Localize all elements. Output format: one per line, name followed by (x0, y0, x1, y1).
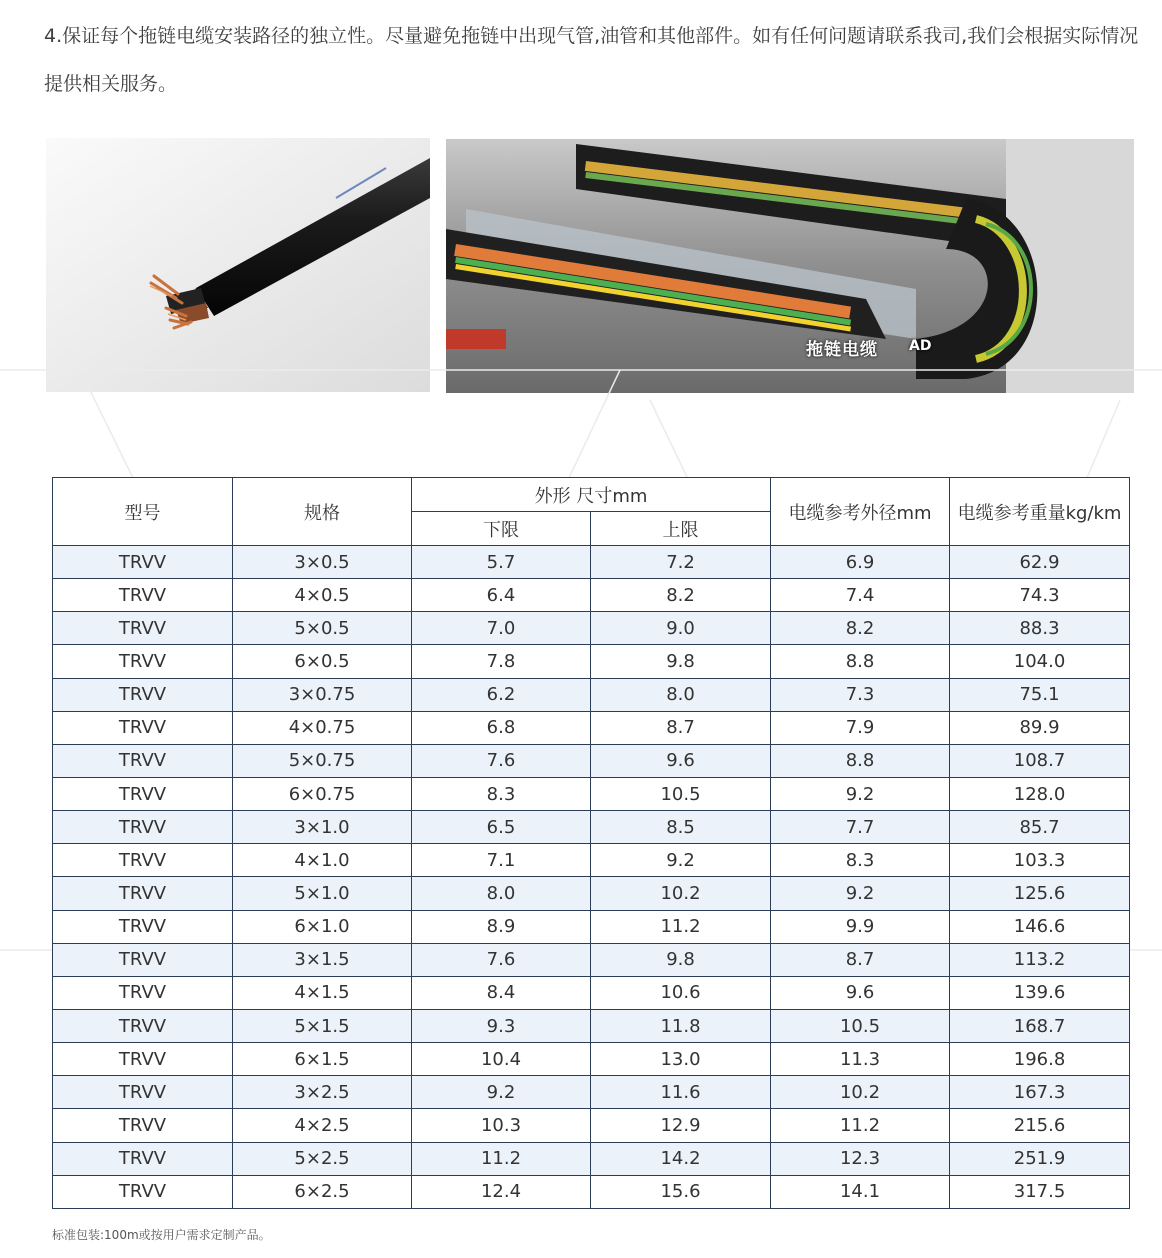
cell-weight: 104.0 (950, 645, 1130, 678)
table-row (53, 811, 1130, 844)
header-dimension: 外形 尺寸mm (412, 478, 771, 512)
cell-lower: 8.0 (412, 877, 591, 910)
cable-end-icon (46, 138, 430, 392)
cell-diameter: 9.9 (771, 910, 950, 943)
spec-table-body (53, 546, 1130, 1209)
cell-diameter: 6.9 (771, 546, 950, 579)
cell-diameter: 8.3 (771, 844, 950, 877)
cell-spec: 5×2.5 (233, 1142, 412, 1175)
table-row (53, 1109, 1130, 1142)
table-row (53, 744, 1130, 777)
table-row (53, 1076, 1130, 1109)
header-model: 型号 (53, 478, 233, 546)
header-upper: 上限 (591, 512, 771, 546)
cell-spec: 3×1.0 (233, 811, 412, 844)
cell-diameter: 9.2 (771, 777, 950, 810)
cell-diameter: 12.3 (771, 1142, 950, 1175)
intro-paragraph: 4.保证每个拖链电缆安装路径的独立性。尽量避免拖链中出现气管,油管和其他部件。如有任何问题请联系我司,我们会根据实际情况提供相关服务。 (44, 25, 1139, 95)
cell-lower: 5.7 (412, 546, 591, 579)
cell-lower: 10.4 (412, 1043, 591, 1076)
cell-model: TRVV (53, 612, 233, 645)
cell-spec: 3×2.5 (233, 1076, 412, 1109)
cell-lower: 6.5 (412, 811, 591, 844)
cell-weight: 89.9 (950, 711, 1130, 744)
table-row (53, 943, 1130, 976)
cell-model: TRVV (53, 678, 233, 711)
cell-lower: 7.0 (412, 612, 591, 645)
cell-model: TRVV (53, 645, 233, 678)
cell-lower: 6.4 (412, 579, 591, 612)
cell-spec: 6×2.5 (233, 1175, 412, 1208)
cell-model: TRVV (53, 711, 233, 744)
cell-upper: 13.0 (591, 1043, 771, 1076)
cell-diameter: 7.7 (771, 811, 950, 844)
cell-upper: 11.2 (591, 910, 771, 943)
cell-model: TRVV (53, 943, 233, 976)
drag-chain-icon (446, 139, 1134, 393)
table-row (53, 1043, 1130, 1076)
drag-chain-photo (446, 139, 1134, 393)
cell-spec: 4×1.5 (233, 976, 412, 1009)
cell-model: TRVV (53, 1142, 233, 1175)
cell-diameter: 7.9 (771, 711, 950, 744)
cell-model: TRVV (53, 877, 233, 910)
table-row (53, 910, 1130, 943)
packaging-footnote: 标准包装:100m或按用户需求定制产品。 (52, 1228, 271, 1242)
cell-weight: 317.5 (950, 1175, 1130, 1208)
cell-weight: 251.9 (950, 1142, 1130, 1175)
cell-model: TRVV (53, 1175, 233, 1208)
cell-model: TRVV (53, 1009, 233, 1042)
cell-spec: 6×0.5 (233, 645, 412, 678)
cell-weight: 62.9 (950, 546, 1130, 579)
spec-table (52, 477, 1130, 1209)
cell-model: TRVV (53, 811, 233, 844)
cell-model: TRVV (53, 744, 233, 777)
cell-spec: 5×1.0 (233, 877, 412, 910)
cell-model: TRVV (53, 546, 233, 579)
cell-upper: 9.2 (591, 844, 771, 877)
cell-model: TRVV (53, 1109, 233, 1142)
header-lower: 下限 (412, 512, 591, 546)
cell-model: TRVV (53, 910, 233, 943)
cell-upper: 7.2 (591, 546, 771, 579)
cell-spec: 6×1.0 (233, 910, 412, 943)
table-row (53, 976, 1130, 1009)
cell-upper: 8.0 (591, 678, 771, 711)
cell-lower: 9.3 (412, 1009, 591, 1042)
table-row (53, 678, 1130, 711)
cell-spec: 5×0.5 (233, 612, 412, 645)
table-row (53, 1142, 1130, 1175)
table-row (53, 1009, 1130, 1042)
cell-diameter: 8.2 (771, 612, 950, 645)
cell-spec: 6×0.75 (233, 777, 412, 810)
cell-spec: 4×0.75 (233, 711, 412, 744)
cell-model: TRVV (53, 976, 233, 1009)
cell-model: TRVV (53, 777, 233, 810)
cell-upper: 8.7 (591, 711, 771, 744)
cell-upper: 9.8 (591, 645, 771, 678)
cell-upper: 9.0 (591, 612, 771, 645)
cell-weight: 113.2 (950, 943, 1130, 976)
cell-spec: 4×1.0 (233, 844, 412, 877)
drag-chain-brand: AD (909, 338, 932, 354)
cell-weight: 103.3 (950, 844, 1130, 877)
cell-upper: 12.9 (591, 1109, 771, 1142)
table-row (53, 711, 1130, 744)
cell-upper: 11.6 (591, 1076, 771, 1109)
cell-lower: 10.3 (412, 1109, 591, 1142)
cell-weight: 215.6 (950, 1109, 1130, 1142)
cell-diameter: 8.8 (771, 744, 950, 777)
cell-diameter: 8.8 (771, 645, 950, 678)
cell-spec: 4×2.5 (233, 1109, 412, 1142)
cell-diameter: 9.6 (771, 976, 950, 1009)
cell-weight: 108.7 (950, 744, 1130, 777)
table-row (53, 777, 1130, 810)
cell-diameter: 7.4 (771, 579, 950, 612)
cell-diameter: 14.1 (771, 1175, 950, 1208)
cell-weight: 128.0 (950, 777, 1130, 810)
cell-upper: 8.5 (591, 811, 771, 844)
cell-spec: 3×0.75 (233, 678, 412, 711)
table-row (53, 579, 1130, 612)
header-weight: 电缆参考重量kg/km (950, 478, 1130, 546)
cell-upper: 9.6 (591, 744, 771, 777)
cell-lower: 11.2 (412, 1142, 591, 1175)
cell-upper: 14.2 (591, 1142, 771, 1175)
cell-lower: 8.4 (412, 976, 591, 1009)
cell-model: TRVV (53, 1043, 233, 1076)
cell-weight: 85.7 (950, 811, 1130, 844)
cell-upper: 10.2 (591, 877, 771, 910)
cell-spec: 4×0.5 (233, 579, 412, 612)
cell-weight: 146.6 (950, 910, 1130, 943)
cell-lower: 9.2 (412, 1076, 591, 1109)
cell-spec: 3×1.5 (233, 943, 412, 976)
cable-photo (46, 138, 430, 392)
cell-upper: 10.6 (591, 976, 771, 1009)
cell-spec: 3×0.5 (233, 546, 412, 579)
cell-lower: 8.3 (412, 777, 591, 810)
cell-lower: 6.2 (412, 678, 591, 711)
header-diameter: 电缆参考外径mm (771, 478, 950, 546)
cell-weight: 139.6 (950, 976, 1130, 1009)
cell-lower: 7.6 (412, 744, 591, 777)
cell-weight: 125.6 (950, 877, 1130, 910)
cell-weight: 74.3 (950, 579, 1130, 612)
cell-diameter: 7.3 (771, 678, 950, 711)
cell-weight: 168.7 (950, 1009, 1130, 1042)
cell-upper: 9.8 (591, 943, 771, 976)
cell-model: TRVV (53, 1076, 233, 1109)
table-row (53, 844, 1130, 877)
cell-spec: 5×1.5 (233, 1009, 412, 1042)
cell-upper: 8.2 (591, 579, 771, 612)
cell-lower: 7.8 (412, 645, 591, 678)
cell-model: TRVV (53, 844, 233, 877)
cell-diameter: 8.7 (771, 943, 950, 976)
cell-upper: 11.8 (591, 1009, 771, 1042)
cell-upper: 10.5 (591, 777, 771, 810)
cell-diameter: 11.2 (771, 1109, 950, 1142)
cell-diameter: 9.2 (771, 877, 950, 910)
cell-weight: 75.1 (950, 678, 1130, 711)
cell-weight: 196.8 (950, 1043, 1130, 1076)
cell-lower: 6.8 (412, 711, 591, 744)
cell-lower: 12.4 (412, 1175, 591, 1208)
table-row (53, 546, 1130, 579)
table-row (53, 645, 1130, 678)
drag-chain-caption: 拖链电缆 (806, 340, 878, 360)
table-row (53, 877, 1130, 910)
cell-weight: 88.3 (950, 612, 1130, 645)
cell-diameter: 10.2 (771, 1076, 950, 1109)
cell-diameter: 10.5 (771, 1009, 950, 1042)
cell-lower: 7.1 (412, 844, 591, 877)
cell-model: TRVV (53, 579, 233, 612)
table-row (53, 612, 1130, 645)
cell-spec: 6×1.5 (233, 1043, 412, 1076)
table-row (53, 1175, 1130, 1208)
cell-weight: 167.3 (950, 1076, 1130, 1109)
header-spec: 规格 (233, 478, 412, 546)
cell-lower: 8.9 (412, 910, 591, 943)
cell-upper: 15.6 (591, 1175, 771, 1208)
cell-diameter: 11.3 (771, 1043, 950, 1076)
cell-spec: 5×0.75 (233, 744, 412, 777)
cell-lower: 7.6 (412, 943, 591, 976)
